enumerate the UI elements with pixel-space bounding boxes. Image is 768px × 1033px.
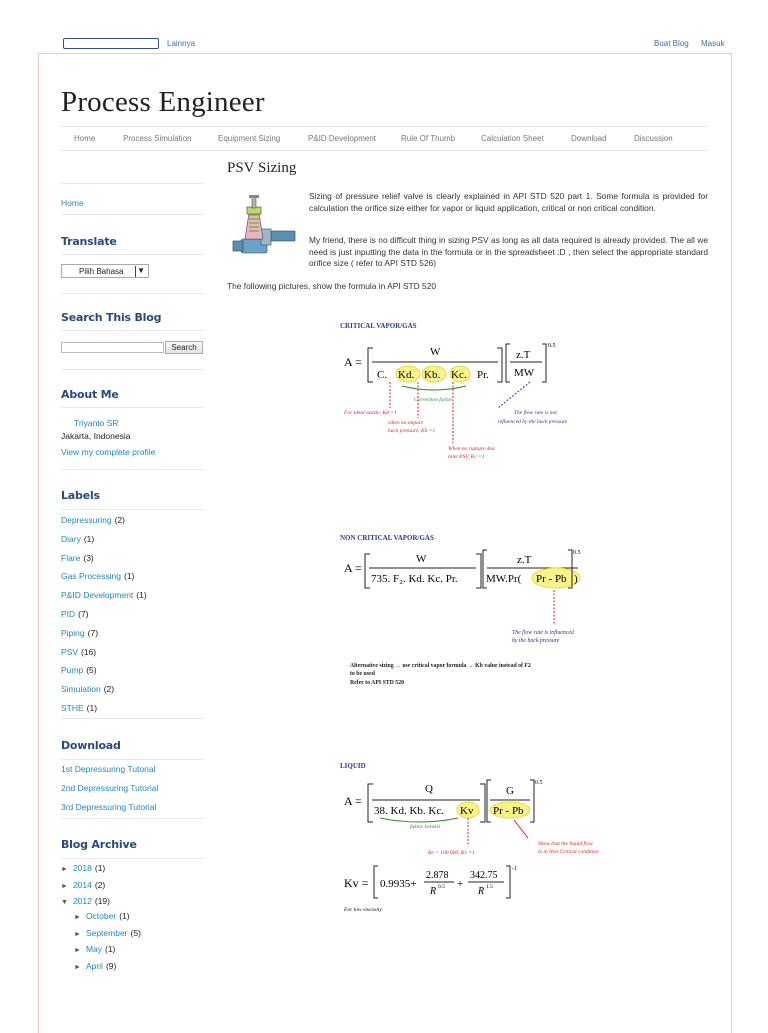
label-name[interactable]: STHE [61,703,84,713]
svg-text:Pr.: Pr. [477,369,489,381]
divider [61,407,204,408]
archive-count: (19) [94,896,110,906]
svg-text:G: G [506,785,514,797]
download-link[interactable]: 3rd Depressuring Tutorial [61,802,157,812]
figure-heading: CRITICAL VAPOR/GAS [340,322,417,330]
tab-process-simulation[interactable]: Process Simulation [123,134,192,143]
svg-text:Kd.: Kd. [398,369,415,381]
svg-text:38. Kd. Kb. Kc.: 38. Kd. Kb. Kc. [374,805,444,817]
archive-year[interactable] [61,880,105,890]
liquid-formula-image [330,760,630,920]
archive-year-label[interactable]: 2018 [72,863,92,873]
label-name[interactable]: Diary [61,533,81,544]
svg-text:2.878: 2.878 [426,870,449,881]
svg-text:Pr - Pb: Pr - Pb [536,573,567,585]
label-link[interactable] [61,553,94,563]
archive-count: (5) [130,927,141,938]
more-link[interactable]: Lainnya [167,39,196,48]
label-count: (2) [114,515,125,525]
divider [61,369,204,370]
search-button[interactable]: Search [165,341,203,354]
archive-month-label[interactable]: April [85,960,103,971]
archive-count: (1) [119,911,130,921]
svg-text:MW.Pr(: MW.Pr( [486,573,522,585]
tab-calculation-sheet[interactable]: Calculation Sheet [481,134,544,143]
svg-text:by the back pressure: by the back pressure [512,638,560,644]
tab-pid-development[interactable]: P&ID Development [308,134,377,143]
download-link[interactable]: 2nd Depressuring Tutorial [61,783,159,793]
svg-text:342.75: 342.75 [470,870,498,881]
divider [61,759,204,760]
create-blog-link[interactable]: Buat Blog [654,39,689,48]
archive-count: (1) [94,863,106,873]
chevron-down-icon: ▼ [137,266,145,275]
archive-heading: Blog Archive [61,838,137,851]
archive-month-label[interactable]: October [85,911,117,921]
svg-text:For low viscosity: For low viscosity [344,907,382,913]
svg-text:Kc.: Kc. [451,369,467,381]
archive-year-label[interactable]: 2012 [72,896,92,906]
archive-month[interactable] [74,911,130,921]
svg-text:A =: A = [344,561,362,575]
archive-year[interactable] [61,896,110,906]
svg-text:Show that the liquid flow: Show that the liquid flow [538,841,594,847]
language-select[interactable] [61,264,149,278]
profile-name-link[interactable]: Triyanto SR [74,418,119,428]
divider [61,509,204,510]
svg-text:735. F₂. Kd. Kc. Pr.: 735. F₂. Kd. Kc. Pr. [371,573,458,585]
post-paragraph: The following pictures, show the formula in API STD 520 [227,281,437,291]
label-link[interactable] [61,628,98,638]
label-name[interactable]: Gas Processing [61,571,121,582]
toggle-arrow-icon[interactable]: ► [74,930,81,938]
svg-text:A =: A = [344,355,362,369]
divider [61,254,204,255]
download-link[interactable]: 1st Depressuring Tutorial [61,764,156,774]
svg-text:NON CRITICAL VAPOR/GAS: NON CRITICAL VAPOR/GAS [340,534,434,542]
svg-text:to be used: to be used [350,671,375,677]
blog-title[interactable]: Process Engineer [61,86,265,118]
download-heading: Download [61,739,121,752]
tab-discussion[interactable]: Discussion [634,134,673,143]
archive-year-label[interactable]: 2014 [72,879,92,890]
svg-text:0.5: 0.5 [535,780,543,786]
svg-text:R: R [478,886,485,897]
profile-location: Jakarta, Indonesia [61,431,131,441]
svg-text:influenced by the back pressur: influenced by the back pressure [498,419,568,425]
tab-equipment-sizing[interactable]: Equipment Sizing [218,134,281,143]
label-link[interactable] [61,665,97,675]
label-count: (1) [83,533,95,544]
svg-text:The flow rate is influenced: The flow rate is influenced [512,630,574,636]
label-name[interactable]: PID [61,609,76,619]
toggle-arrow-icon[interactable]: ► [61,866,68,873]
label-count: (2) [103,684,115,695]
svg-text:+: + [457,878,464,890]
about-heading: About Me [61,388,119,401]
label-name[interactable]: Simulation [61,684,101,695]
label-name[interactable]: PSV [61,646,79,657]
label-link[interactable] [61,515,125,525]
svg-text:faktor koreksi: faktor koreksi [410,824,441,830]
archive-count: (2) [94,879,106,890]
search-input[interactable] [61,342,164,353]
svg-text:Alternative sizing → use criti: Alternative sizing → use critical vapor formula → Kb value instead of F2 [350,663,531,669]
tab-download[interactable]: Download [571,134,607,143]
svg-text:Correction factor: Correction factor [414,397,453,403]
search-heading: Search This Blog [61,311,162,324]
divider [61,330,204,331]
label-link[interactable] [61,703,97,713]
label-link[interactable] [61,684,114,694]
divider [61,469,204,470]
translate-heading: Translate [61,235,117,248]
label-name[interactable]: Piping [61,627,85,638]
toggle-arrow-icon[interactable]: ▼ [61,899,68,906]
label-link[interactable] [61,590,147,600]
sign-in-link[interactable]: Masuk [701,39,725,48]
archive-month[interactable] [74,928,141,938]
archive-month-label[interactable]: September [85,927,128,938]
label-name[interactable]: Depressuring [61,515,112,525]
divider [61,718,204,719]
label-count: (1) [124,571,135,582]
svg-text:Re > 100.000, Kv =1: Re > 100.000, Kv =1 [428,850,475,856]
archive-count: (1) [105,944,116,954]
label-count: (7) [78,609,89,619]
svg-text:0.5: 0.5 [573,550,581,556]
divider [61,293,204,294]
svg-text:-1: -1 [512,866,517,872]
label-count: (16) [81,646,97,657]
divider [61,214,204,215]
page-tabs [61,126,708,151]
svg-text:z.T: z.T [517,554,532,566]
label-count: (3) [83,552,94,563]
svg-text:C.: C. [377,369,388,381]
archive-month[interactable] [74,961,116,971]
divider [61,858,204,859]
labels-heading: Labels [61,489,100,502]
svg-text:Pr - Pb: Pr - Pb [493,805,524,817]
label-count: (1) [86,703,98,713]
toggle-arrow-icon[interactable]: ► [61,882,68,890]
label-link[interactable] [61,609,89,619]
toggle-arrow-icon[interactable]: ► [74,947,81,954]
svg-text:0.5: 0.5 [548,343,556,349]
post-title[interactable]: PSV Sizing [227,160,297,176]
archive-year[interactable] [61,863,105,873]
svg-text:R: R [430,886,437,897]
svg-text:): ) [574,573,578,585]
svg-text:back pressure, Kb =1: back pressure, Kb =1 [388,428,436,434]
svg-text:Kv: Kv [460,805,474,817]
label-link[interactable] [61,647,96,657]
tab-rule-of-thumb[interactable]: Rule Of Thumb [401,134,456,143]
label-count: (5) [86,665,97,676]
sidebar-home-link[interactable]: Home [61,198,84,208]
svg-text:W: W [416,553,427,565]
view-profile-link[interactable]: View my complete profile [61,447,156,457]
label-count: (1) [136,590,147,601]
label-name[interactable]: P&ID Development [61,590,134,601]
label-name[interactable]: Pump [61,665,84,676]
archive-month-label[interactable]: May [85,944,102,954]
language-select-label: Pilih Bahasa [79,267,124,276]
svg-text:MW: MW [514,367,535,379]
svg-text:Kb.: Kb. [424,369,441,381]
label-link[interactable] [61,571,134,581]
post-paragraph: My friend, there is no difficult thing in sizing PSV as long as all data required is already provided. The all we need is just inputting the data in the formula or in the spreadsheet :D , then select the appropriate standard orifice size ( refer to API STD 526) [309,235,708,268]
svg-text:The flow rate is not: The flow rate is not [514,410,557,416]
post-paragraph: Sizing of pressure relief valve is clearly explained in API STD 520 part 1. Some formula is provided for calculation the orifice size either for vapor or liquid application, critical or non critical condition. [309,191,708,213]
svg-text:For ideal nozzle, Kd =1: For ideal nozzle, Kd =1 [344,410,397,416]
svg-text:inlet PSV, Kc =1: inlet PSV, Kc =1 [448,454,485,460]
svg-text:0.5: 0.5 [438,884,445,890]
svg-text:z.T: z.T [516,349,531,361]
svg-text:Kv =: Kv = [344,876,369,890]
navbar [0,0,768,52]
toggle-arrow-icon[interactable]: ► [74,914,81,921]
svg-text:Is in Non Critical condition: Is in Non Critical condition [538,849,599,855]
svg-text:LIQUID: LIQUID [340,762,366,770]
tab-home[interactable]: Home [74,134,96,143]
safety-valve-image [231,193,298,260]
archive-month[interactable] [74,944,115,954]
toggle-arrow-icon[interactable]: ► [74,963,81,971]
select-separator [135,266,136,277]
svg-text:Q: Q [425,783,433,795]
navbar-search-input[interactable] [63,38,159,49]
critical-vapor-formula-image [330,318,610,468]
svg-text:when no impact: when no impact [388,420,423,426]
svg-text:Refer to API STD 520: Refer to API STD 520 [350,680,404,686]
svg-text:1.5: 1.5 [486,884,493,890]
svg-text:W: W [430,346,441,358]
divider [61,183,204,184]
archive-count: (9) [105,960,117,971]
svg-text:0.9935+: 0.9935+ [380,878,417,890]
label-link[interactable] [61,534,94,544]
svg-text:A =: A = [344,794,362,808]
non-critical-vapor-formula-image [330,532,630,692]
divider [61,818,204,819]
label-name[interactable]: Flare [61,552,81,563]
svg-text:When no rupture disc: When no rupture disc [448,446,496,452]
label-count: (7) [87,627,99,638]
